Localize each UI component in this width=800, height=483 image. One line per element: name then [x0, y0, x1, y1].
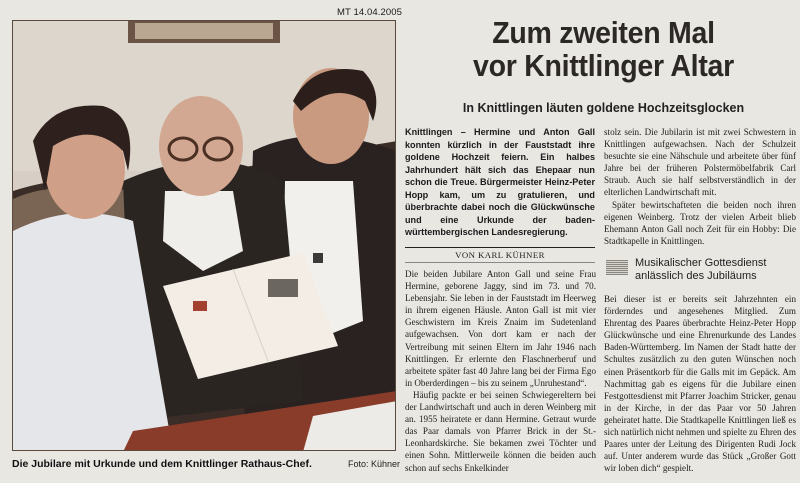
- headline: [423, 16, 785, 82]
- body-paragraph: Die beiden Jubilare Anton Gall und seine Frau Hermine, geborene Jaggy, sind im 73. und 70. Lebensjahr. Sie leben in der Fauststadt im Heerweg in ihrem eigenen Häusle. Anton Gall ist mit vier Geschwistern im Kreis Znaim im Sudetenland aufgewachsen. Von dort kam er nach der Vertreibung mit seinen Eltern im Jahr 1946 nach Knittlingen. Er erlernte den Flaschnerberuf und arbeitete später fast 40 Jahre lang bei der Firma Ego in Oberderdingen – bis zu seinem „Unruhestand“.: [405, 269, 596, 388]
- body-paragraph: Später bewirtschafteten die beiden noch ihren eigenen Weinberg. Trotz der vielen Arbeit blieb Ehemann Anton Gall noch Zeit für ein Hobby: Die Stadtkapelle in Knittlingen.: [604, 199, 796, 246]
- divider: [405, 262, 595, 263]
- headline-line-1: Zum zweiten Mal: [492, 15, 715, 50]
- body-paragraph: stolz sein. Die Jubilarin ist mit zwei Schwestern in Knittlingen aufgewachsen. Nach der Schulzeit besuchte sie eine Nähschule und arbeitete über fünf Jahre bei der früheren Polstermöbelfabrik Carl Straub. Auch sie half selbstverständlich in der elterlichen Landwirtschaft mit.: [604, 127, 796, 198]
- section-heading-line-1: Musikalischer Gottesdienst: [635, 257, 767, 269]
- lead-paragraph: Knittlingen – Hermine und Anton Gall konnten kürzlich in der Fauststadt ihre goldene Hochzeit feiern. Ein halbes Jahrhundert hält sich das Ehepaar nun schon die Treue. Bürgermeister Heinz-Peter Hopp kam, um zu gratulieren, und überbrachte dabei noch die Glückwünsche und eine Urkunde der baden-württembergischen Landesregierung.: [405, 127, 595, 237]
- section-heading-line-2: anlässlich des Jubiläums: [635, 270, 757, 282]
- section-marker-icon: [606, 260, 628, 275]
- body-paragraph: Bei dieser ist er bereits seit Jahrzehnten ein förderndes und angesehenes Mitglied. Zum Ehrentag des Paares überbrachte Heinz-Peter Hopp Glückwünsche und eine Ehrenurkunde des Landes Baden-Württemberg. Im Namen der Stadt hatte der Schultes zusätzlich zu den guten Wünschen noch einen Präsentkorb für die Galls mit im Gepäck. Am Nachmittag gab es eigens für die Jubilare einen Festgottesdienst mit Pfarrer Joachim Stricker, genau in der Kirche, in der das Paar vor 50 Jahren geheiratet hatte. Die Stadtkapelle Knittlingen ließ es sich natürlich nicht nehmen und spielte zu Ehren des Paares unter der Leitung des Dirigenten Rudi Jock auf. Unter anderem wurde das Stück „Großer Gott wir loben dich“ gespielt.: [604, 294, 796, 474]
- photo-caption: Die Jubilare mit Urkunde und dem Knittlinger Rathaus-Chef.: [12, 458, 312, 470]
- photo-credit: Foto: Kühner: [348, 459, 401, 469]
- subheadline: In Knittlingen läuten goldene Hochzeitsglocken: [462, 101, 745, 115]
- photo-illustration: [13, 21, 396, 451]
- article-column-2: [604, 126, 796, 247]
- article-column-1: [405, 268, 596, 474]
- article-column-3: [604, 293, 796, 474]
- byline: VON KARL KÜHNER: [455, 250, 545, 260]
- body-paragraph: Häufig packte er bei seinen Schwiegereltern bei der Landwirtschaft und auch in deren Weinberg mit an. 1955 heiratete er dann Hermine. Getraut wurde das Paar damals von Pfarrer Brick in der St.-Leonhardskirche. Sie bekamen zwei Töchter und einen Sohn. Mittlerweile können die beiden auch schon auf sechs Enkelkinder: [405, 389, 596, 473]
- divider: [405, 247, 595, 248]
- section-heading: [604, 256, 796, 290]
- dateline: MT 14.04.2005: [337, 7, 403, 18]
- headline-line-2: vor Knittlinger Altar: [473, 48, 734, 83]
- article-photo: [12, 20, 396, 451]
